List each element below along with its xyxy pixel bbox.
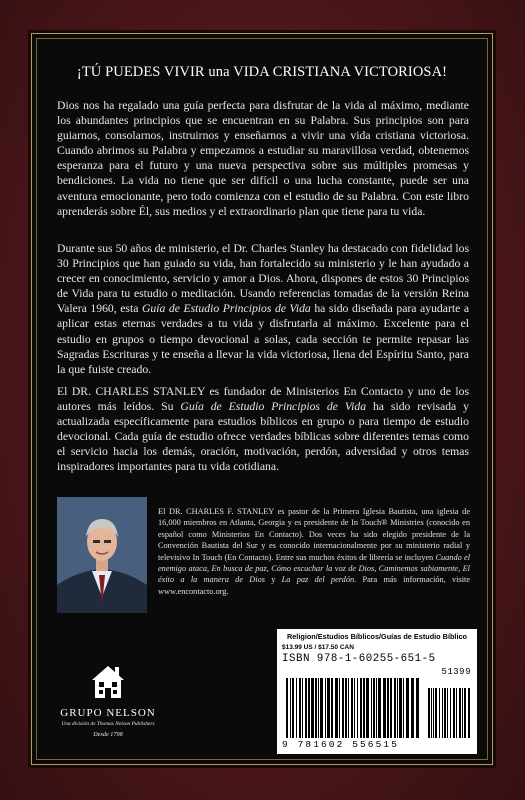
book-title: Guía de Estudio Principios de Vida <box>180 400 367 414</box>
ministry-paragraph <box>57 241 469 377</box>
author-paragraph-text-1: El DR. CHARLES STANLEY es fundador de Ministerios En Contacto y uno de los autores más leídos. Su <box>57 385 469 414</box>
publisher-logo <box>54 662 162 752</box>
publisher-since: Desde 1798 <box>93 731 123 738</box>
bisac-category: Religion/Estudios Bíblicos/Guías de Estudio Bíblico <box>286 632 467 641</box>
price-addon-code: 51399 <box>441 667 471 677</box>
author-bio-text-2: . Para más información, visite www.encontacto.org. <box>158 575 471 596</box>
author-photo <box>57 497 147 613</box>
bio-connector: y <box>264 575 282 585</box>
ministry-paragraph-text-1: Durante sus 50 años de ministerio, el Dr. Charles Stanley ha destacado con fidelidad los 30 Principios que han guiado su vida, han fortalecido su ministerio y le han ayudado a crecer en conocimiento, servicio y amor a Dios. Ahora, dispones de estos 30 Principios de Vida para tu estudio o meditación. Usando referencias tomadas de la versión Reina Valera 1960, esta <box>57 242 469 316</box>
author-bio-text-1: El DR. CHARLES F. STANLEY es pastor de la Primera Iglesia Bautista, una iglesia de 16,000 miembros en Atlanta, Georgia y es presidente de In Touch® Ministries (conocido en español como Ministerios En Contacto). Dos veces ha sido elegido presidente de la Convención Bautista del Sur y es conocido internacionalmente por su ministerio radial y televisivo In Touch (En Contacto). Entre sus muchos éxitos de librería se incluyen <box>158 507 470 562</box>
isbn-label: ISBN 978-1-60255-651-5 <box>282 653 436 665</box>
text-panel <box>31 33 493 765</box>
author-paragraph <box>57 384 469 475</box>
ministry-paragraph-text-2: ha sido diseñada para ayudarte a aplicar estas eternas verdades a tu vida y disfrutarla al máximo. Excelente para el estudio en grupos o tiempo devocional a solas, cada sección te permite repasar las Sagradas Escrituras y te enseña a llevar la vida victoriosa, llena del Espíritu Santo, para la que fuiste creado. <box>57 302 470 376</box>
barcode-digits: 9 781602 556515 <box>282 739 400 750</box>
author-paragraph-text-2: ha sido revisada y actualizada específicamente para estudios bíblicos en grupo o para tiempo de estudio devocional. Cada guía de estudio ofrece verdades bíblicas sobre diferentes temas como el servicio hacia los demás, oración, motivación, perdón, adversidad y otros temas inspiradores importantes para tu vida cotidiana. <box>57 400 469 474</box>
cover-heading: ¡TÚ PUEDES VIVIR una VIDA CRISTIANA VICTORIOSA! <box>76 64 448 80</box>
author-portrait-image <box>57 497 147 613</box>
publisher-house-icon <box>88 662 128 700</box>
barcode-bars-image <box>286 678 470 738</box>
barcode-box <box>277 629 477 754</box>
bio-last-book: La paz del perdón <box>281 575 355 585</box>
book-title: Guía de Estudio Principios de Vida <box>141 302 311 316</box>
publisher-subtitle: Una división de Thomas Nelson Publishers <box>61 721 155 727</box>
bio-book-list: Cuando el enemigo ataca, En busca de paz, Cómo escuchar la voz de Dios, Caminemos sabiamente, El éxito a la manera de Dios <box>158 552 471 585</box>
intro-paragraph: Dios nos ha regalado una guía perfecta para disfrutar de la vida al máximo, mediante los abundantes principios que se encuentran en su Palabra. Sus principios son para guiarnos, consolarnos, instruirnos y enseñarnos a vivir una vida cristiana victoriosa. Cuando abrimos su Palabra y empezamos a estudiar su maravillosa verdad, obtenemos esperanza para el futuro y una nueva perspectiva sobre sus múltiples promesas y bendiciones. La vida no tiene que ser difícil o una lucha constante, puede ser una aventura emocionante, pero todo comienza con el estudio de su Palabra. Con este libro aprenderás sobre Él, sus medios y el extraordinario plan que tiene para tu vida. <box>57 99 469 218</box>
publisher-name: GRUPO NELSON <box>60 707 156 719</box>
price-label: $13.99 US / $17.50 CAN <box>282 644 354 651</box>
author-bio <box>158 506 470 597</box>
